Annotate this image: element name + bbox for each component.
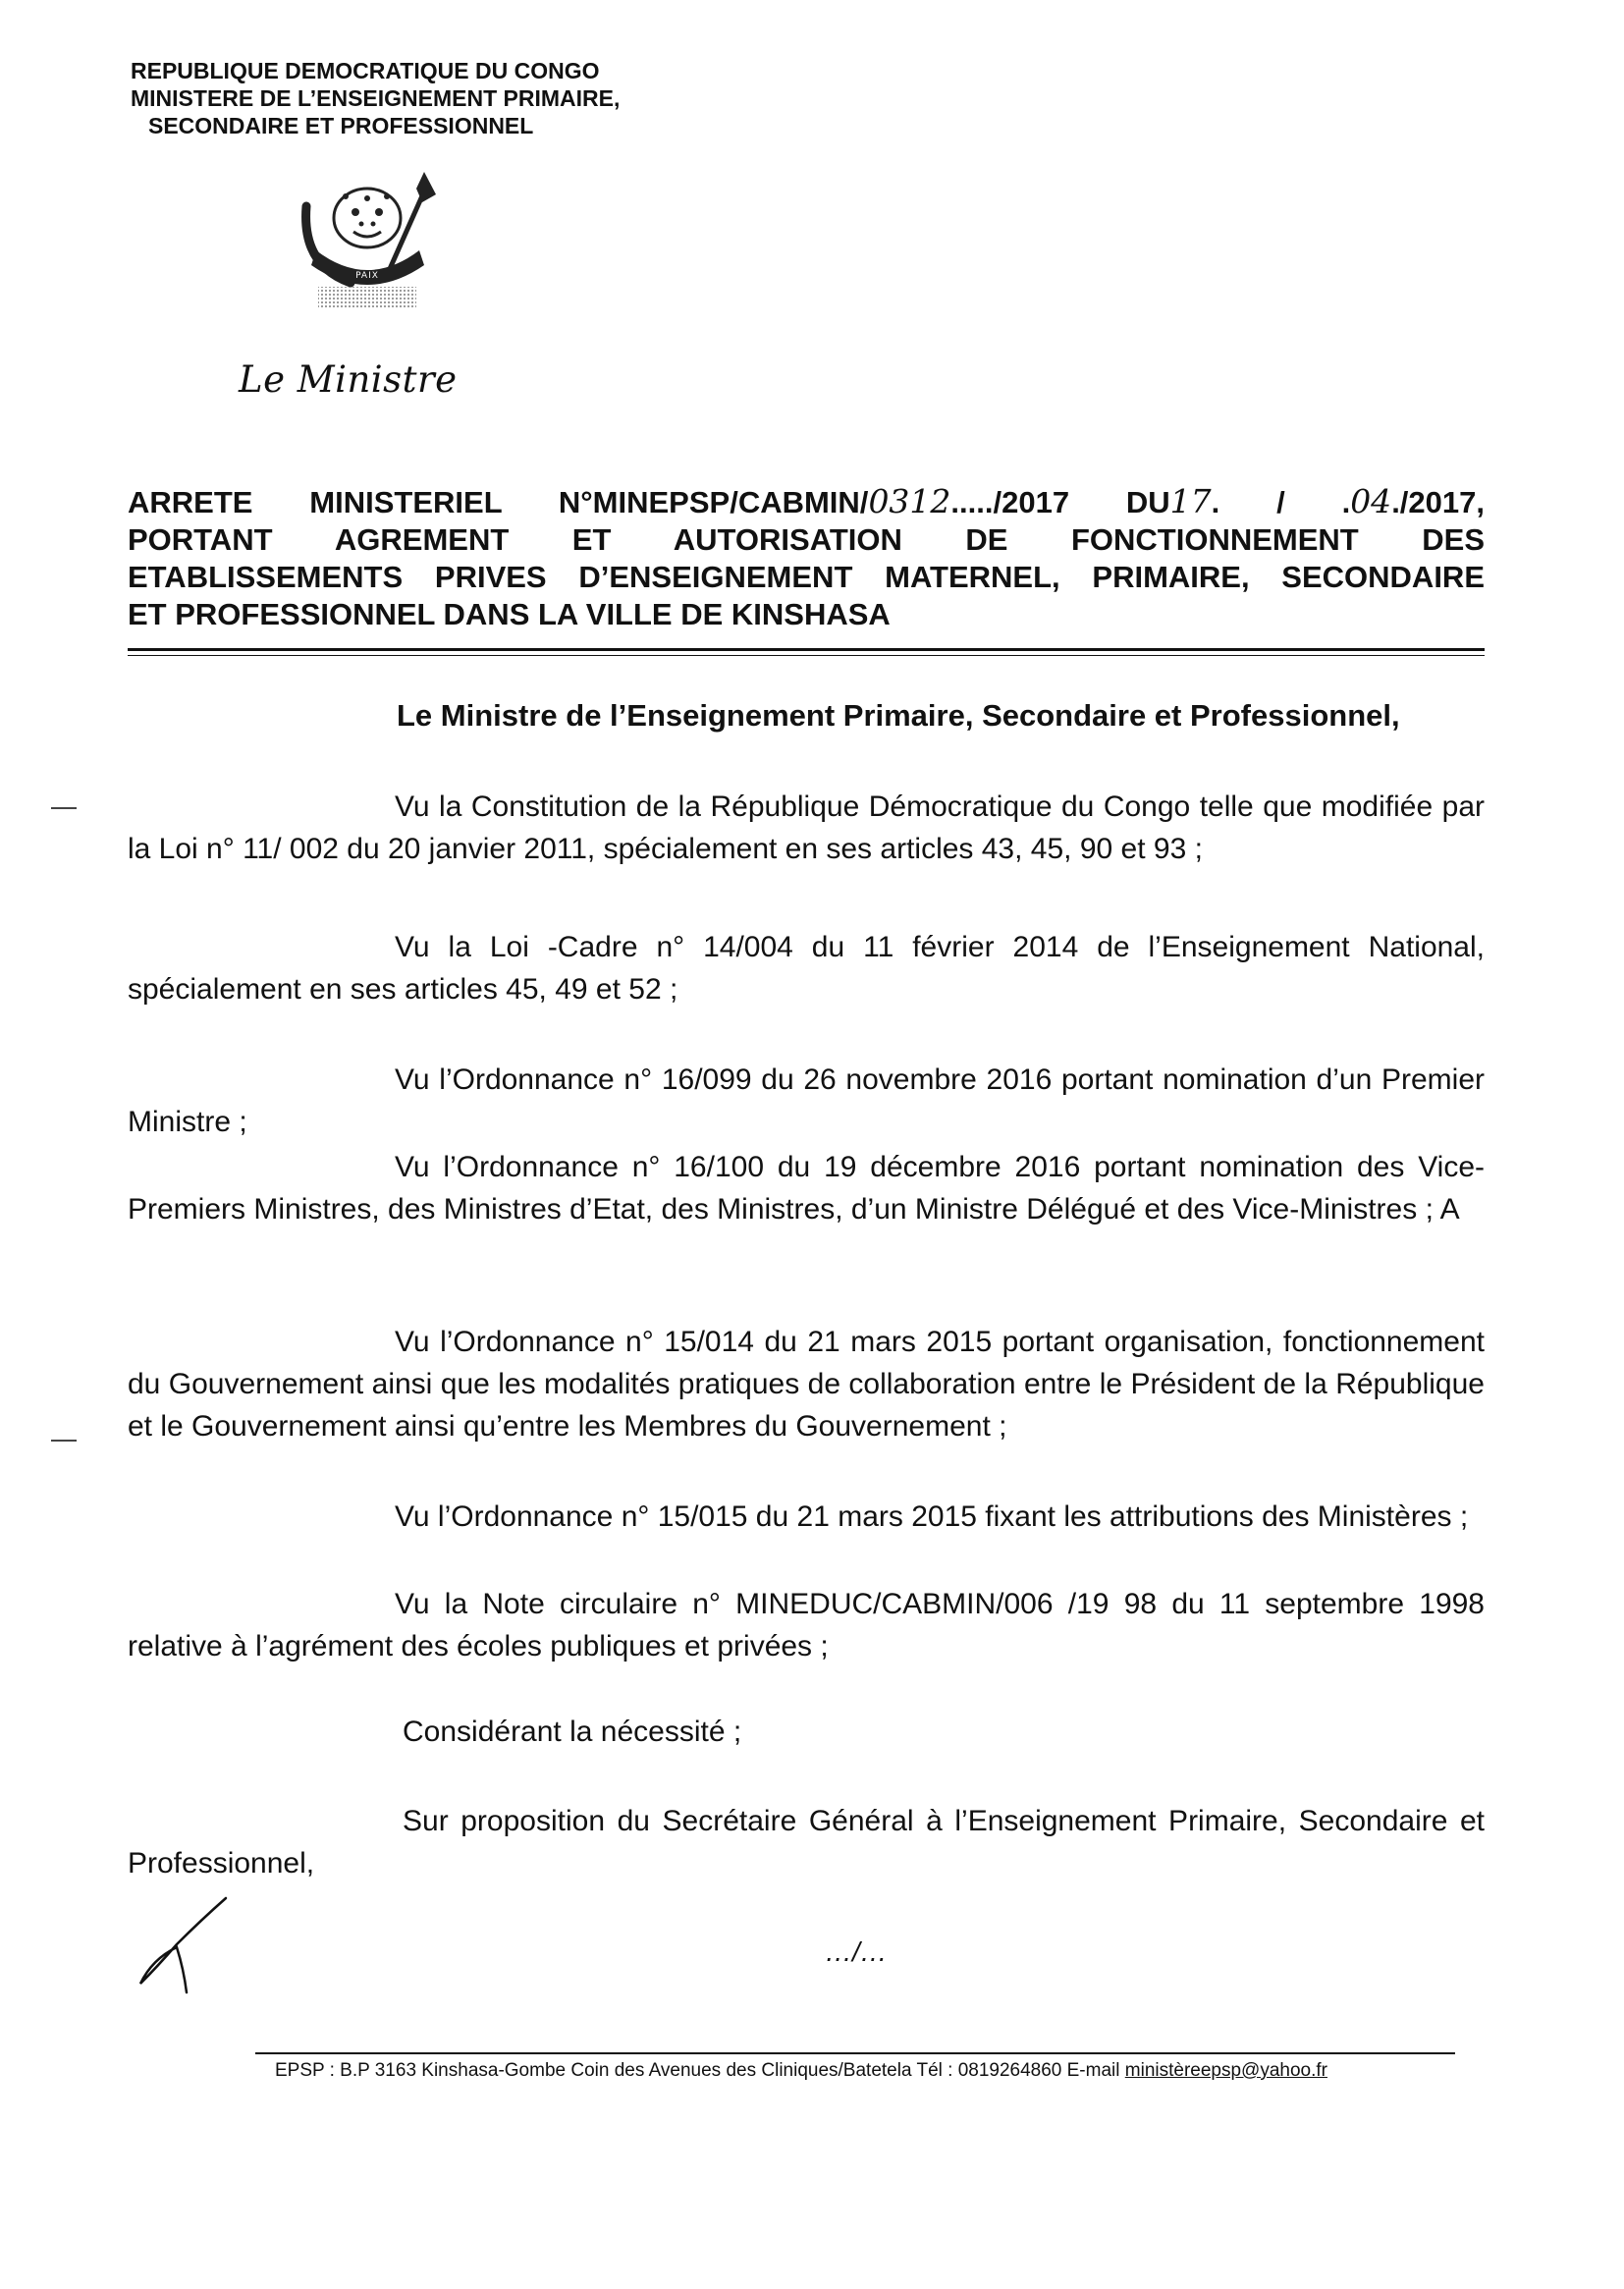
page-continuation-mark: …/… xyxy=(825,1936,888,1967)
coat-of-arms-seal xyxy=(277,167,459,314)
footer-rule xyxy=(255,2052,1455,2054)
consideration-ordonnance-15-015: Vu l’Ordonnance n° 15/015 du 21 mars 2015 fixant les attributions des Ministères ; xyxy=(395,1500,1469,1533)
letterhead-ministry: MINISTERE DE L’ENSEIGNEMENT PRIMAIRE, xyxy=(131,85,621,111)
issuing-authority: Le Ministre de l’Enseignement Primaire, Secondaire et Professionnel, xyxy=(397,698,1400,733)
title-underline xyxy=(128,648,1485,651)
decree-subject-line-1: PORTANT AGREMENT ET AUTORISATION DE FONCTIONNEMENT DES xyxy=(128,522,1485,557)
decree-number: 0312 xyxy=(868,482,951,520)
letterhead xyxy=(131,57,620,139)
consideration-necessite: Considérant la nécessité ; xyxy=(403,1716,742,1748)
signatory-title: Le Ministre xyxy=(239,358,458,401)
decree-month: 04 xyxy=(1350,482,1392,520)
decree-day: 17 xyxy=(1169,482,1212,520)
consideration-ordonnance-16-100: Vu l’Ordonnance n° 16/100 du 19 décembre 2016 portant nomination des Vice-Premiers Ministres, des Ministres d’Etat, des Ministres, d’un Ministre Délégué et des Vice-Ministres ; A xyxy=(128,1151,1485,1226)
consideration-ordonnance-16-099: Vu l’Ordonnance n° 16/099 du 26 novembre 2016 portant nomination d’un Premier Ministre ; xyxy=(128,1063,1485,1138)
letterhead-ministry-cont: SECONDAIRE ET PROFESSIONNEL xyxy=(148,113,534,138)
decree-title xyxy=(128,483,1485,633)
margin-mark xyxy=(51,1440,77,1442)
decree-reference-line: ARRETE MINISTERIEL N°MINEPSP/CABMIN/0312...../2017 DU17. / .04./2017, xyxy=(128,482,1485,520)
consideration-note-circulaire: Vu la Note circulaire n° MINEDUC/CABMIN/006 /19 98 du 11 septembre 1998 relative à l’agrément des écoles publiques et privées ; xyxy=(128,1588,1485,1662)
handwritten-initials xyxy=(133,1890,241,1998)
decree-subject-line-3: ET PROFESSIONNEL DANS LA VILLE DE KINSHASA xyxy=(128,597,891,631)
title-underline-thin xyxy=(128,655,1485,656)
consideration-proposition: Sur proposition du Secrétaire Général à l’Enseignement Primaire, Secondaire et Professionnel, xyxy=(128,1805,1485,1880)
margin-mark xyxy=(51,807,77,809)
letterhead-country: REPUBLIQUE DEMOCRATIQUE DU CONGO xyxy=(131,58,600,83)
footer-contact: EPSP : B.P 3163 Kinshasa-Gombe Coin des Avenues des Cliniques/Batetela Tél : 0819264860 E-mail ministèreepsp@yahoo.fr xyxy=(275,2060,1327,2081)
consideration-constitution: Vu la Constitution de la République Démocratique du Congo telle que modifiée par la Loi n° 11/ 002 du 20 janvier 2011, spécialement en ses articles 43, 45, 90 et 93 ; xyxy=(128,790,1485,865)
consideration-ordonnance-15-014: Vu l’Ordonnance n° 15/014 du 21 mars 2015 portant organisation, fonctionnement du Gouvernement ainsi que les modalités pratiques de collaboration entre le Président de la République et le Gouvernement ainsi qu’entre les Membres du Gouvernement ; xyxy=(128,1326,1485,1443)
consideration-loi-cadre: Vu la Loi -Cadre n° 14/004 du 11 février 2014 de l’Enseignement National, spécialement en ses articles 45, 49 et 52 ; xyxy=(128,931,1485,1006)
svg-text:PAIX: PAIX xyxy=(355,271,379,281)
decree-subject-line-2: ETABLISSEMENTS PRIVES D’ENSEIGNEMENT MATERNEL, PRIMAIRE, SECONDAIRE xyxy=(128,560,1485,594)
footer-email: ministèreepsp@yahoo.fr xyxy=(1124,2060,1327,2081)
